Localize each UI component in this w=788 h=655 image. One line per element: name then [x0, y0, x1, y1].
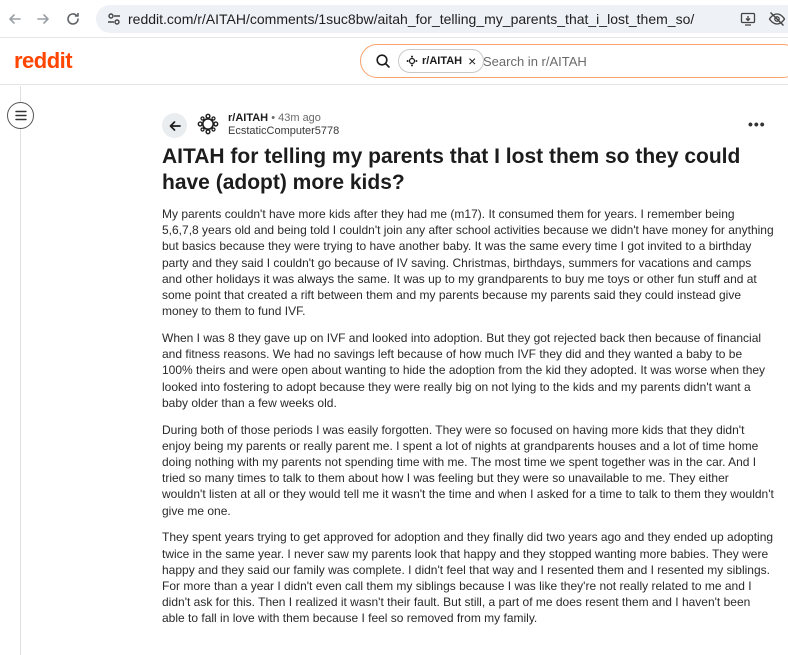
- post-paragraph: When I was 8 they gave up on IVF and looked into adoption. But they got rejected back then because of financial and fitness reasons. We had no savings left because of how much IVF they did and they wanted a baby to be 100% theirs and were open about wanting to hide the adoption from the kid they adopted. It was worse when they looked into fostering to adopt because they were really big on not lying to the kids and my parents didn't want a baby older than a few weeks old.: [162, 331, 766, 410]
- subreddit-avatar-icon[interactable]: [197, 113, 219, 135]
- arrow-left-icon: [7, 11, 23, 27]
- post-title: AITAH for telling my parents that I lost them so they could have (adopt) more kids?: [162, 145, 741, 194]
- subreddit-icon: [406, 55, 418, 67]
- reddit-logo[interactable]: reddit: [14, 48, 73, 73]
- search-icon: [375, 53, 391, 69]
- browser-forward-button[interactable]: [32, 8, 54, 30]
- browser-back-button[interactable]: [4, 8, 26, 30]
- subreddit-link[interactable]: r/AITAH: [228, 112, 269, 124]
- post-paragraph: During both of those periods I was easily forgotten. They were so focused on having more kids that they didn't enjoy being my parents or really parent me. I spent a lot of nights at grandparents houses and a lot of time home doing nothing with my parents not spending time with me. The most time we spent together was in the car. And I tried so many times to talk to them about how I was feeling but they were so unavailable to me. They either wouldn't listen at all or they would tell me it wasn't the time and when I asked for a time to talk to them they wouldn't give me one.: [162, 422, 774, 518]
- post-paragraph: They spent years trying to get approved for adoption and they finally did two years ago and they ended up adopting twice in the same year. I never saw my parents look that happy and they stopped wanting more babies. They were happy and they said our family was complete. I didn't feel that way and I resented them and I resented my siblings. For more than a year I didn't even call them my siblings because I was like they're not really related to me and I didn't ask for this. Then I realized it wasn't their fault. But still, a part of me does resent them and I haven't been able to fall in love with them because I feel so removed from my family.: [162, 530, 774, 626]
- reddit-header: [0, 38, 788, 85]
- post-paragraph: My parents couldn't have more kids after they had me (m17). It consumed them for years. I remember being 5,6,7,8 years old and being told I couldn't join any after school activities because we didn't have money for anything but basics because they were trying to have another baby. It was the same every time I got invited to a birthday party and they said I couldn't go because of IV saving. Christmas, birthdays, summers for vacations and camps and other holidays it was always the same. It was up to my grandparents to buy me toys or other fun stuff and at some point that created a rift between them and my parents because my parents said they could instead give money to them to fund IVF.: [162, 207, 774, 319]
- post-meta: [228, 112, 321, 124]
- search-input[interactable]: Search in r/AITAH: [483, 54, 587, 69]
- url-text[interactable]: reddit.com/r/AITAH/comments/1suc8bw/aitah_for_telling_my_parents_that_i_lost_them_so/: [128, 11, 695, 27]
- post-back-button[interactable]: [162, 113, 187, 138]
- tune-icon[interactable]: [106, 11, 122, 27]
- post-author[interactable]: EcstaticComputer5778: [228, 125, 340, 137]
- reload-icon: [65, 11, 81, 27]
- subreddit-filter-chip[interactable]: [398, 49, 484, 73]
- menu-button[interactable]: [7, 102, 34, 129]
- arrow-right-icon: [35, 11, 51, 27]
- sidebar-divider: [20, 86, 21, 655]
- arrow-left-icon: [168, 119, 182, 133]
- eye-off-icon[interactable]: [768, 11, 786, 27]
- browser-toolbar: [0, 0, 788, 38]
- address-bar[interactable]: [96, 5, 788, 33]
- chip-label: r/AITAH: [422, 55, 463, 67]
- search-bar[interactable]: [360, 44, 788, 78]
- close-icon[interactable]: ×: [468, 53, 477, 69]
- post-body: [162, 206, 774, 637]
- post-time: • 43m ago: [271, 112, 321, 124]
- hamburger-icon: [15, 110, 27, 121]
- browser-reload-button[interactable]: [62, 8, 84, 30]
- more-options-button[interactable]: •••: [748, 116, 766, 132]
- install-app-icon[interactable]: [740, 11, 756, 27]
